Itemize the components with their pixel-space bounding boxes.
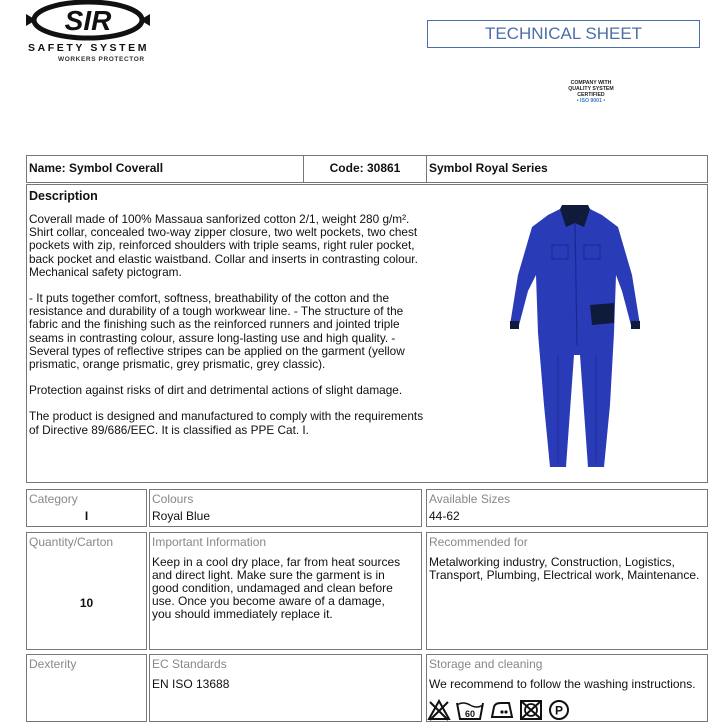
- cert-line: CERTIFIED: [577, 92, 605, 98]
- logo-line1: SAFETY SYSTEM: [28, 42, 150, 54]
- product-code-cell: [303, 155, 427, 183]
- dexterity-value: [27, 673, 146, 677]
- product-code: Code: 30861: [329, 161, 401, 175]
- category-value: I: [84, 509, 89, 523]
- description-paragraph: - It puts together comfort, softness, breathability of the cotton and the resistance and durability of a tough workwear line. - The structure of the fabric and the finishing such as the reinforced runners and jointed triple seams in contrasting colour, assure long-lasting use and high quality. - Several types of reflective stripes can be applied on the garment (yellow prismatic, orange prismatic, grey prismatic, grey classic).: [29, 291, 405, 372]
- colours-cell: [149, 489, 422, 527]
- standards-label: EC Standards: [152, 657, 227, 671]
- sizes-value: 44-62: [429, 509, 460, 523]
- important-info-value: Keep in a cool dry place, far from heat sources and direct light. Make sure the garment is in good condition, undamaged and clean before use. Once you become aware of a damage, you should immediately replace it.: [152, 555, 401, 621]
- category-cell: [26, 489, 147, 527]
- important-info-label: Important Information: [152, 535, 267, 549]
- dexterity-cell: [26, 654, 147, 722]
- product-series-cell: [426, 155, 708, 183]
- product-name-cell: [26, 155, 304, 183]
- product-series: Symbol Royal Series: [429, 161, 548, 175]
- storage-cell: [426, 654, 708, 722]
- washing-symbols: [427, 699, 707, 721]
- description-body: [29, 213, 424, 450]
- category-label: Category: [29, 492, 78, 506]
- product-name: Name: Symbol Coverall: [29, 161, 164, 175]
- recommended-label: Recommended for: [429, 535, 528, 549]
- cert-line: COMPANY WITH: [570, 80, 612, 86]
- description-paragraph: The product is designed and manufactured to comply with the requirements of Directive 89/686/EEC. It is classified as PPE Cat. I.: [29, 409, 424, 437]
- iso-certification-badge: [555, 80, 627, 104]
- important-info-cell: [149, 532, 422, 650]
- dry-clean-p-icon: [547, 699, 571, 721]
- no-tumble-dry-icon: [519, 699, 543, 721]
- dexterity-label: Dexterity: [29, 657, 77, 671]
- colours-label: Colours: [152, 492, 194, 506]
- cert-line: QUALITY SYSTEM: [568, 86, 614, 92]
- wash-60-icon: [455, 699, 485, 721]
- quantity-value: 10: [79, 596, 94, 610]
- logo-line2: WORKERS PROTECTOR: [58, 56, 145, 63]
- svg-text:P: P: [554, 703, 564, 718]
- no-bleach-icon: [427, 699, 451, 721]
- standards-cell: [149, 654, 422, 722]
- quantity-cell: [26, 532, 147, 650]
- sizes-label: Available Sizes: [429, 492, 511, 506]
- storage-label: Storage and cleaning: [429, 657, 543, 671]
- sizes-cell: [426, 489, 708, 527]
- coverall-image: [500, 205, 650, 470]
- technical-sheet-title: TECHNICAL SHEET: [427, 20, 700, 48]
- recommended-value: Metalworking industry, Construction, Logistics, Transport, Plumbing, Electrical work, Maintenance.: [429, 555, 700, 582]
- description-title: Description: [29, 189, 98, 203]
- wash-temp: 60: [464, 709, 476, 719]
- iron-icon: [489, 699, 515, 721]
- cert-line: • ISO 9001 •: [576, 98, 606, 104]
- quantity-label: Quantity/Carton: [29, 535, 114, 549]
- colours-value: Royal Blue: [152, 509, 211, 523]
- storage-value: We recommend to follow the washing instructions.: [429, 677, 696, 691]
- description-paragraph: Coverall made of 100% Massaua sanforized cotton 2/1, weight 280 g/m². Shirt collar, concealed two-way zipper closure, two welt pockets, two chest pockets with zip, reinforced shoulders with triple seams, right ruler pocket, back pocket and elastic waistband. Collar and inserts in contrasting colour. Mechanical safety pictogram.: [29, 212, 418, 279]
- description-paragraph: Protection against risks of dirt and detrimental actions of slight damage.: [29, 383, 403, 398]
- logo-brand: SIR: [64, 5, 112, 36]
- recommended-cell: [426, 532, 708, 650]
- standards-value: EN ISO 13688: [152, 677, 230, 691]
